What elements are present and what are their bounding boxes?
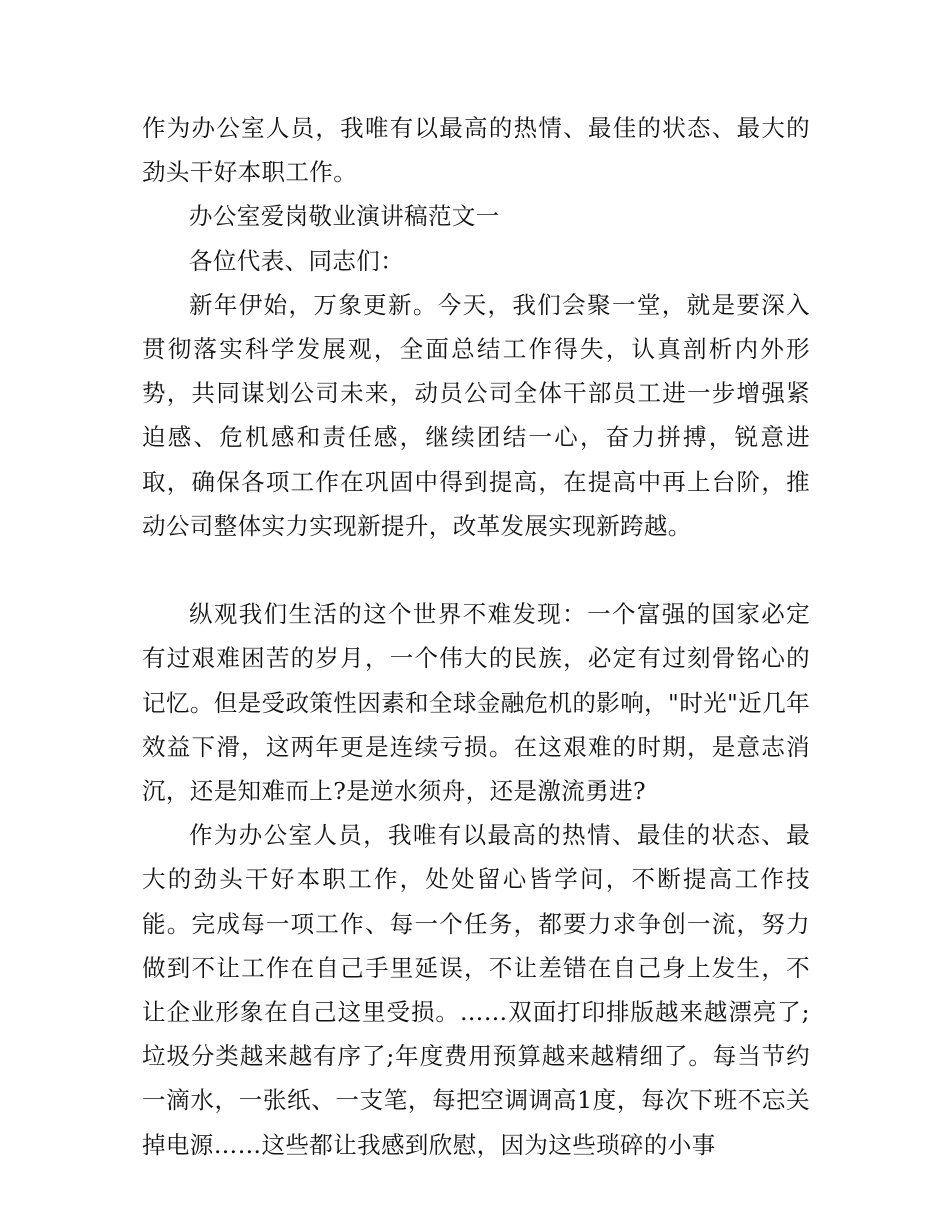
document-body	[142, 106, 810, 1167]
speech-title: 办公室爱岗敬业演讲稿范文一	[189, 202, 500, 231]
paragraph-spacer	[142, 548, 810, 592]
paragraph-office-work: 作为办公室人员，我唯有以最高的热情、最佳的状态、最大的劲头干好本职工作，处处留心皆学问，不断提高工作技能。完成每一项工作、每一个任务，都要力求争创一流，努力做到不让工作在自己手里延误，不让差错在自己身上发生，不让企业形象在自己这里受损。……双面打印排版越来越漂亮了;垃圾分类越来越有序了;年度费用预算越来越精细了。每当节约一滴水，一张纸、一支笔，每把空调调高1度，每次下班不忘关掉电源……这些都让我感到欣慰，因为这些琐碎的小事	[142, 821, 810, 1159]
paragraph-new-year: 新年伊始，万象更新。今天，我们会聚一堂，就是要深入贯彻落实科学发展观，全面总结工作得失，认真剖析内外形势，共同谋划公司未来，动员公司全体干部员工进一步增强紧迫感、危机感和责任感，继续团结一心，奋力拼搏，锐意进取，确保各项工作在巩固中得到提高，在提高中再上台阶，推动公司整体实力实现新提升，改革发展实现新跨越。	[142, 290, 810, 540]
salutation: 各位代表、同志们：	[189, 246, 405, 275]
paragraph-world-view: 纵观我们生活的这个世界不难发现：一个富强的国家必定有过艰难困苦的岁月，一个伟大的民族，必定有过刻骨铭心的记忆。但是受政策性因素和全球金融危机的影响，"时光"近几年效益下滑，这两年更是连续亏损。在这艰难的时期，是意志消沉，还是知难而上?是逆水须舟，还是激流勇进?	[142, 600, 810, 806]
paragraph-intro: 作为办公室人员，我唯有以最高的热情、最佳的状态、最大的劲头干好本职工作。	[142, 114, 810, 187]
